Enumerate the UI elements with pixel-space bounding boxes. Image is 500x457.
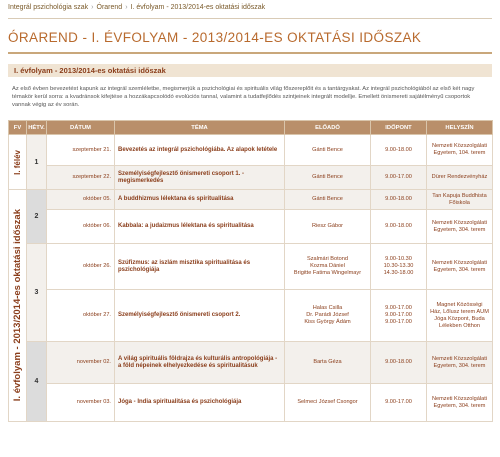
week-number: 2 xyxy=(27,190,47,244)
time-value: 14.30-18.00 xyxy=(383,270,414,276)
header-tema: TÉMA xyxy=(115,121,285,135)
time-value: 9.00-17.00 xyxy=(385,312,412,318)
header-het: HÉTV. xyxy=(27,121,47,135)
topic-cell: Bevezetés az integrál pszichológiába. Az alapok letétele xyxy=(115,135,285,166)
lecturer-link[interactable]: Kozma Dániel xyxy=(310,263,345,269)
header-helyszin: HELYSZÍN xyxy=(427,121,493,135)
time-cell xyxy=(371,210,427,244)
year-label: I. évfolyam - 2013/2014-es oktatási időszak xyxy=(12,209,23,402)
time-cell xyxy=(371,290,427,342)
time-value: 9.00-10.30 xyxy=(385,256,412,262)
time-value: 9.00-17.00 xyxy=(385,319,412,325)
topic-cell: Szúfizmus: az iszlám misztika spiritualitása és pszichológiája xyxy=(115,244,285,290)
time-value: 9.00-17.00 xyxy=(385,399,412,405)
semester-cell xyxy=(9,135,27,190)
lecturer-cell xyxy=(285,384,371,422)
table-row xyxy=(9,342,493,384)
location-cell: Dürer Rendezvényház xyxy=(427,166,493,190)
date-cell: szeptember 21. xyxy=(47,135,115,166)
year-cell xyxy=(9,190,27,422)
week-number: 3 xyxy=(27,244,47,342)
lecturer-cell xyxy=(285,210,371,244)
title-divider xyxy=(8,52,492,54)
table-row xyxy=(9,135,493,166)
date-cell: október 27. xyxy=(47,290,115,342)
lecturer-link[interactable]: Szalmári Botond xyxy=(306,256,349,262)
date-cell: november 02. xyxy=(47,342,115,384)
lecturer-cell xyxy=(285,135,371,166)
time-value: 9.00-18.00 xyxy=(385,146,412,153)
lecturer-cell xyxy=(285,166,371,190)
page-title: ÓRAREND - I. ÉVFOLYAM - 2013/2014-ES OKTATÁSI IDŐSZAK xyxy=(8,30,422,45)
date-cell: október 26. xyxy=(47,244,115,290)
header-datum: DÁTUM xyxy=(47,121,115,135)
time-cell xyxy=(371,342,427,384)
table-row xyxy=(9,244,493,290)
topic-cell: A buddhizmus lélektana és spiritualitása xyxy=(115,190,285,210)
topic-cell: Jóga - India spiritualitása és pszichológiája xyxy=(115,384,285,422)
lecturer-link[interactable]: Kiss György Ádám xyxy=(304,319,351,325)
lecturer-link[interactable]: Brigitte Fatima Wingelmayr xyxy=(293,270,362,276)
breadcrumb xyxy=(8,4,265,11)
header-eloado: ELŐADÓ xyxy=(285,121,371,135)
time-value: 9.00-18.00 xyxy=(385,359,412,365)
lecturer-link[interactable]: Halas Csilla xyxy=(312,305,343,311)
time-cell xyxy=(371,135,427,166)
date-cell: november 03. xyxy=(47,384,115,422)
header-idopont: IDŐPONT xyxy=(371,121,427,135)
location-cell: Nemzeti Közszolgálati Egyetem, 304. terem xyxy=(427,384,493,422)
table-row xyxy=(9,190,493,210)
location-cell: Magnet Közösségi Ház, Lőlusz terem AUM Jóga Központ, Buda Lélekben Otthon xyxy=(427,290,493,342)
topic-cell: Személyiségfejlesztő önismereti csoport 2. xyxy=(115,290,285,342)
time-value: 9.00-18.00 xyxy=(385,196,412,202)
top-divider xyxy=(8,18,492,19)
lecturer-link[interactable]: Riesz Gábor xyxy=(311,223,344,229)
table-row xyxy=(9,290,493,342)
time-cell xyxy=(371,166,427,190)
location-cell: Nemzeti Közszolgálati Egyetem, 104. terem xyxy=(427,135,493,166)
breadcrumb-current: I. évfolyam - 2013/2014-es oktatási időszak xyxy=(130,4,266,11)
lecturer-cell xyxy=(285,190,371,210)
lecturer-cell xyxy=(285,244,371,290)
lecturer-cell xyxy=(285,290,371,342)
date-cell: szeptember 22. xyxy=(47,166,115,190)
breadcrumb-link-szak[interactable]: Integrál pszichológia szak xyxy=(8,4,89,11)
location-cell: Nemzeti Közszolgálati Egyetem, 304. terem xyxy=(427,342,493,384)
breadcrumb-separator-icon: › xyxy=(125,4,128,11)
week-number: 1 xyxy=(27,135,47,190)
header-fv: FV xyxy=(9,121,27,135)
lecturer-link[interactable]: Dr. Parádi József xyxy=(306,312,349,318)
time-cell xyxy=(371,384,427,422)
topic-cell: Kabbala: a judaizmus lélektana és spiritualitása xyxy=(115,210,285,244)
breadcrumb-separator-icon: › xyxy=(91,4,94,11)
table-row xyxy=(9,384,493,422)
table-header-row xyxy=(9,121,493,135)
table-row xyxy=(9,166,493,190)
time-value: 9.00-18.00 xyxy=(385,223,412,229)
topic-cell: Személyiségfejlesztő önismereti csoport 1. - megismerkedés xyxy=(115,166,285,190)
breadcrumb-link-orarend[interactable]: Órarend xyxy=(96,4,123,11)
location-cell: Nemzeti Közszolgálati Egyetem, 304. terem xyxy=(427,244,493,290)
intro-text: Az első évben bevezetést kapunk az integrál szemléletbe, megismerjük a pszichológiai és spirituális világ főszereplőit és a tantárgyakat. Az integrál pszichológiából az első két nagy témakör kerül sorra: a kvadránsok kifejtése a hozzákapcsolódó evolúciós tannal, valamint a tudatfejlődés szintjeinek integrált modellje. Emellett önismereti sajátélményű csoportok vannak végig az év során. xyxy=(12,86,475,108)
week-number: 4 xyxy=(27,342,47,422)
location-cell: Nemzeti Közszolgálati Egyetem, 304. terem xyxy=(427,210,493,244)
location-cell: Tan Kapuja Buddhista Főiskola xyxy=(427,190,493,210)
lecturer-link[interactable]: Selmeci József Csongor xyxy=(297,399,358,405)
section-heading: I. évfolyam - 2013/2014-es oktatási időszak xyxy=(8,64,492,77)
lecturer-link[interactable]: Gánti Bence xyxy=(312,174,343,180)
time-value: 10.30-13.30 xyxy=(383,263,414,269)
time-value: 9.00-17.00 xyxy=(385,174,412,180)
topic-cell: A világ spirituális földrajza és kulturális antropológiája - a föld népeinek elhelyezkedése és spiritualitásuk xyxy=(115,342,285,384)
date-cell: október 05. xyxy=(47,190,115,210)
lecturer-link[interactable]: Gánti Bence xyxy=(312,146,343,153)
lecturer-cell xyxy=(285,342,371,384)
date-cell: október 06. xyxy=(47,210,115,244)
lecturer-link[interactable]: Gánti Bence xyxy=(312,196,343,202)
time-value: 9.00-17.00 xyxy=(385,305,412,311)
schedule-table xyxy=(8,120,493,422)
time-cell xyxy=(371,190,427,210)
time-cell xyxy=(371,244,427,290)
lecturer-link[interactable]: Barta Géza xyxy=(313,359,342,365)
table-row xyxy=(9,210,493,244)
semester-label: I. félév xyxy=(13,149,22,175)
